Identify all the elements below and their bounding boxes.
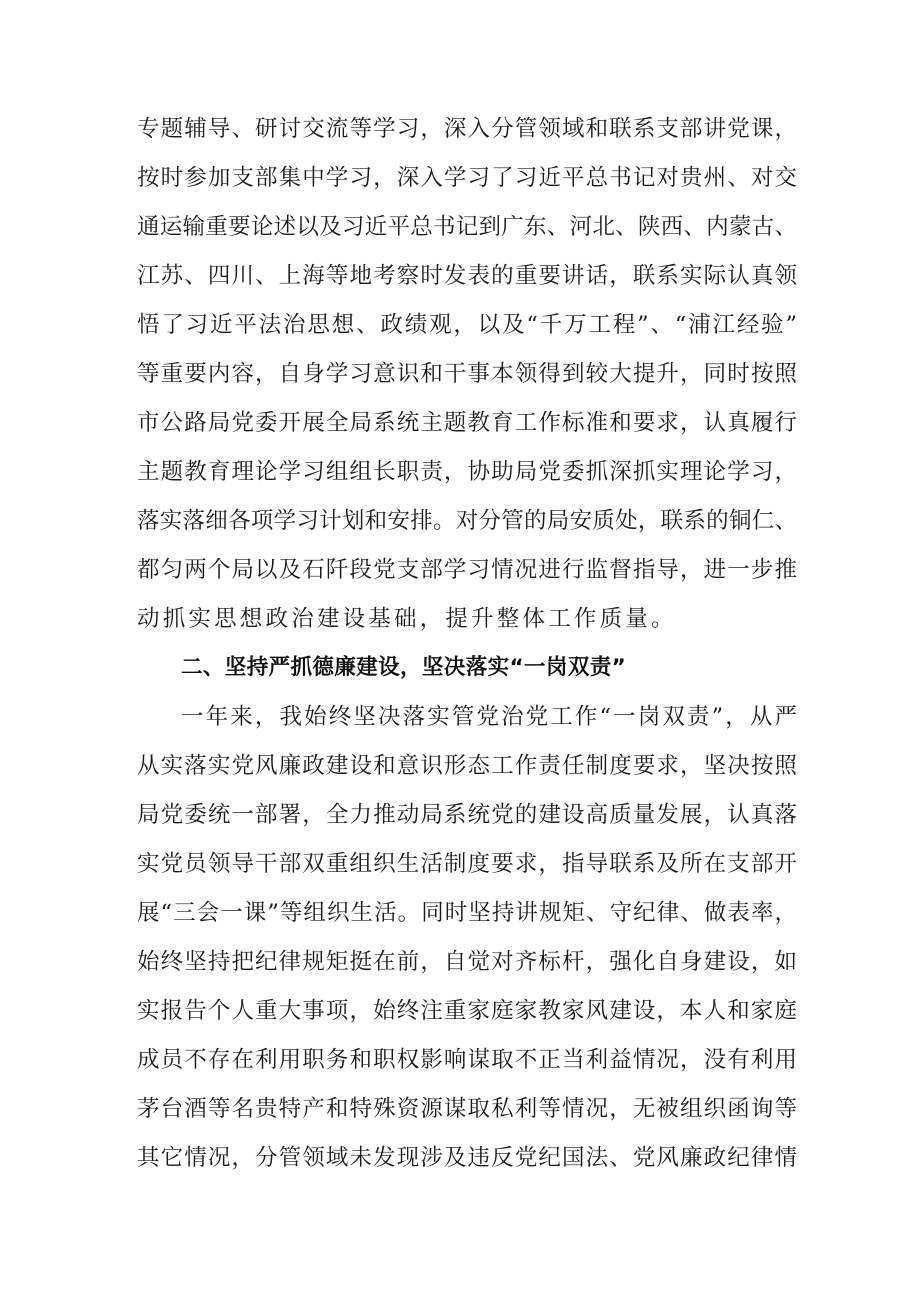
paragraph-line: 悟了习近平法治思想、政绩观，以及“千万工程”、“浦江经验” [137, 312, 797, 338]
paragraph-line: 落实落细各项学习计划和安排。对分管的局安质处，联系的铜仁、 [137, 508, 797, 534]
paragraph-line: 主题教育理论学习组组长职责，协助局党委抓深抓实理论学习， [137, 459, 797, 485]
paragraph-line: 江苏、四川、上海等地考察时发表的重要讲话，联系实际认真领 [137, 263, 797, 289]
paragraph-line: 通运输重要论述以及习近平总书记到广东、河北、陕西、内蒙古、 [137, 214, 797, 240]
paragraph-line: 成员不存在利用职务和职权影响谋取不正当利益情况，没有利用 [137, 1047, 797, 1073]
paragraph-line: 实党员领导干部双重组织生活制度要求，指导联系及所在支部开 [137, 851, 797, 877]
paragraph-line: 等重要内容，自身学习意识和干事本领得到较大提升，同时按照 [137, 361, 797, 387]
paragraph-line: 实报告个人重大事项，始终注重家庭家教家风建设，本人和家庭 [137, 998, 797, 1024]
paragraph-line: 局党委统一部署，全力推动局系统党的建设高质量发展，认真落 [137, 802, 797, 828]
paragraph-line: 按时参加支部集中学习，深入学习了习近平总书记对贵州、对交 [137, 165, 797, 191]
paragraph-line: 一年来，我始终坚决落实管党治党工作“一岗双责”，从严 [181, 704, 797, 730]
paragraph-line: 展“三会一课”等组织生活。同时坚持讲规矩、守纪律、做表率， [137, 900, 797, 926]
paragraph-line: 专题辅导、研讨交流等学习，深入分管领域和联系支部讲党课， [137, 116, 797, 142]
paragraph-line: 始终坚持把纪律规矩挺在前，自觉对齐标杆，强化自身建设，如 [137, 949, 797, 975]
paragraph-line: 茅台酒等名贵特产和特殊资源谋取私利等情况，无被组织函询等 [137, 1096, 797, 1122]
paragraph-line: 其它情况，分管领域未发现涉及违反党纪国法、党风廉政纪律情 [137, 1145, 797, 1171]
paragraph-line: 从实落实党风廉政建设和意识形态工作责任制度要求，坚决按照 [137, 753, 797, 779]
paragraph-line: 动抓实思想政治建设基础，提升整体工作质量。 [137, 606, 677, 632]
section-heading: 二、坚持严抓德廉建设，坚决落实“一岗双责” [181, 655, 627, 680]
paragraph-line: 市公路局党委开展全局系统主题教育工作标准和要求，认真履行 [137, 410, 797, 436]
paragraph-line: 都匀两个局以及石阡段党支部学习情况进行监督指导，进一步推 [137, 557, 797, 583]
